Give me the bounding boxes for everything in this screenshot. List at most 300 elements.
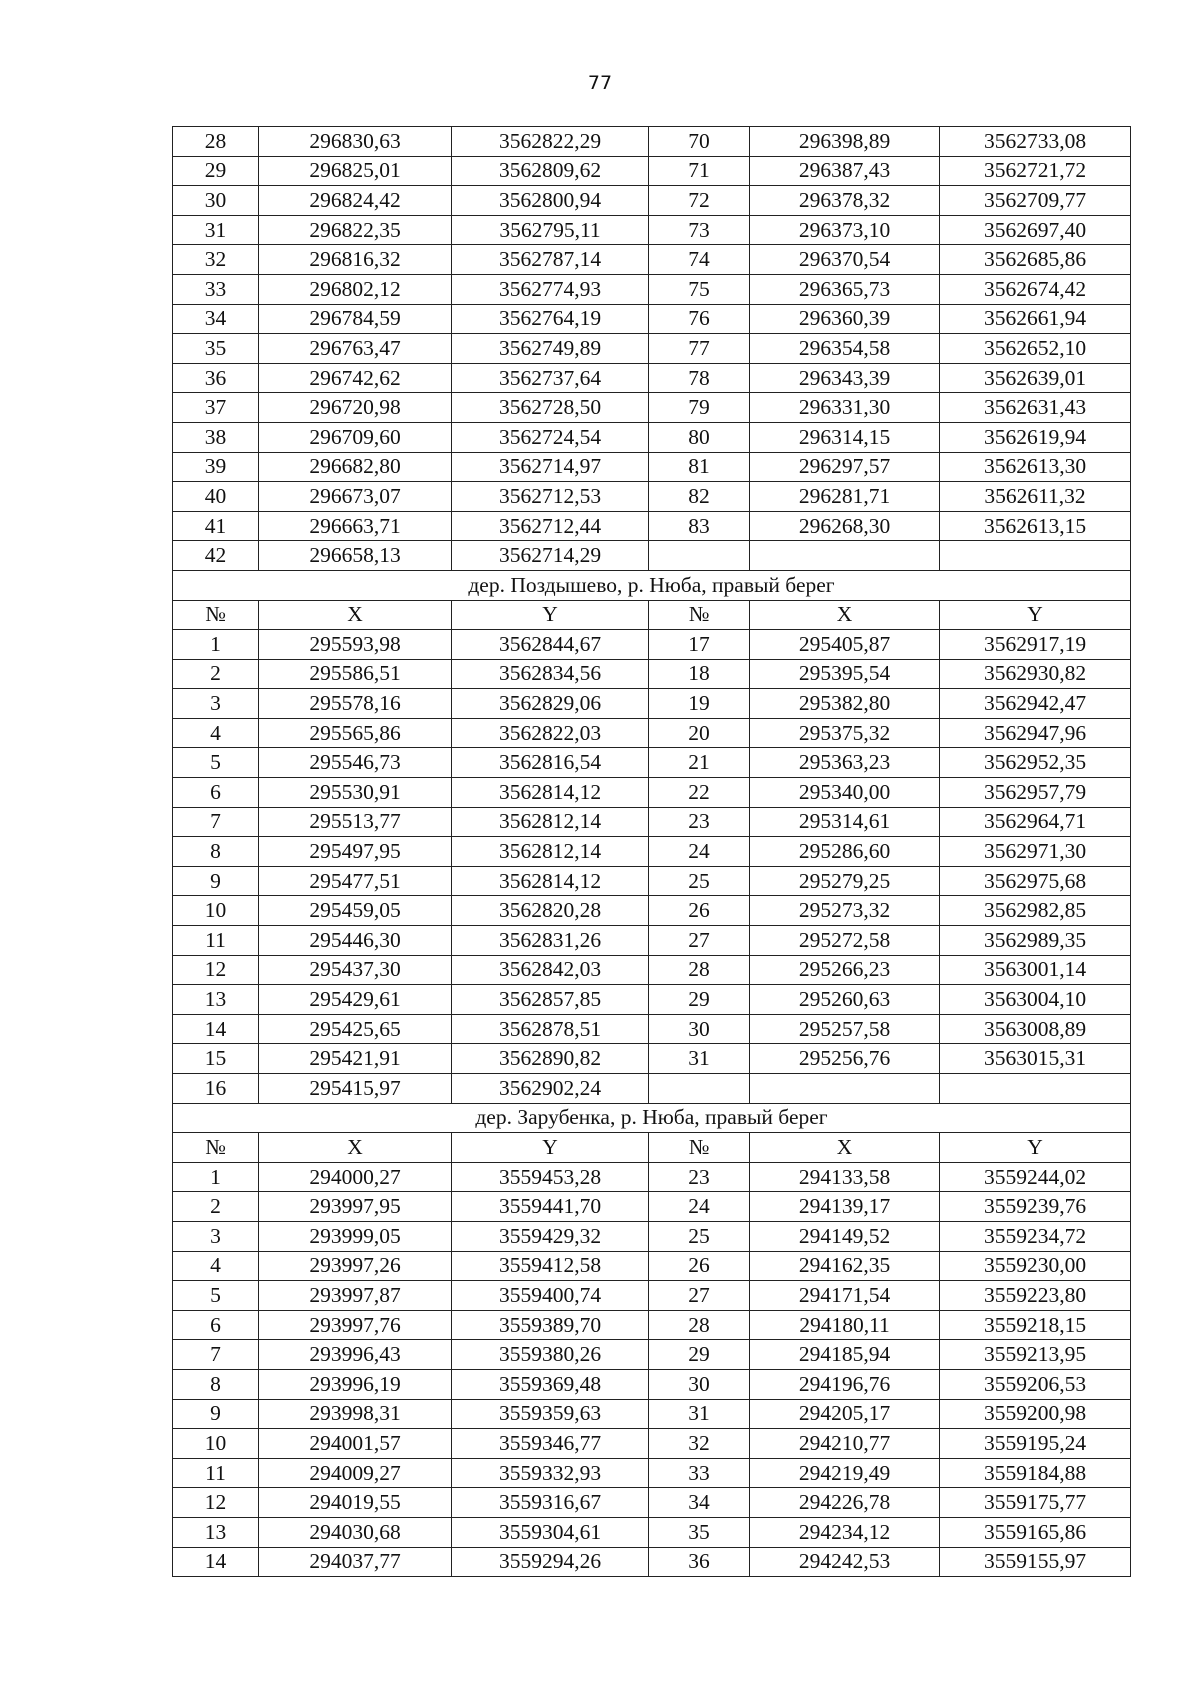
y-coordinate-cell: 3563008,89: [940, 1014, 1131, 1044]
column-header: Y: [452, 600, 649, 630]
point-number-cell: 12: [173, 955, 259, 985]
table-row: [173, 482, 1131, 512]
y-coordinate-cell: 3562764,19: [452, 304, 649, 334]
y-coordinate-cell: 3559359,63: [452, 1399, 649, 1429]
point-number-cell: 78: [649, 363, 750, 393]
x-coordinate-cell: 296360,39: [750, 304, 940, 334]
x-coordinate-cell: 293998,31: [259, 1399, 452, 1429]
point-number-cell: 20: [649, 718, 750, 748]
point-number-cell: 31: [173, 215, 259, 245]
y-coordinate-cell: 3562712,53: [452, 482, 649, 512]
x-coordinate-cell: [750, 541, 940, 571]
y-coordinate-cell: 3559195,24: [940, 1429, 1131, 1459]
column-header: Y: [452, 1133, 649, 1163]
table-row: [173, 245, 1131, 275]
point-number-cell: 71: [649, 156, 750, 186]
y-coordinate-cell: 3562842,03: [452, 955, 649, 985]
x-coordinate-cell: 295429,61: [259, 985, 452, 1015]
x-coordinate-cell: 295395,54: [750, 659, 940, 689]
point-number-cell: 10: [173, 896, 259, 926]
table-row: [173, 215, 1131, 245]
table-row: [173, 274, 1131, 304]
point-number-cell: 1: [173, 1162, 259, 1192]
column-header: X: [259, 600, 452, 630]
y-coordinate-cell: 3562831,26: [452, 926, 649, 956]
y-coordinate-cell: 3562737,64: [452, 363, 649, 393]
x-coordinate-cell: 293997,87: [259, 1281, 452, 1311]
point-number-cell: 23: [649, 1162, 750, 1192]
table-row: [173, 926, 1131, 956]
point-number-cell: 74: [649, 245, 750, 275]
point-number-cell: 8: [173, 1369, 259, 1399]
y-coordinate-cell: 3562613,30: [940, 452, 1131, 482]
section-title-row: [173, 1103, 1131, 1133]
x-coordinate-cell: 293997,95: [259, 1192, 452, 1222]
table-row: [173, 156, 1131, 186]
x-coordinate-cell: 295273,32: [750, 896, 940, 926]
table-row: [173, 1488, 1131, 1518]
y-coordinate-cell: 3562795,11: [452, 215, 649, 245]
point-number-cell: 32: [649, 1429, 750, 1459]
y-coordinate-cell: 3559223,80: [940, 1281, 1131, 1311]
point-number-cell: 73: [649, 215, 750, 245]
point-number-cell: 22: [649, 778, 750, 808]
x-coordinate-cell: 294019,55: [259, 1488, 452, 1518]
table-row: [173, 452, 1131, 482]
y-coordinate-cell: 3562814,12: [452, 866, 649, 896]
x-coordinate-cell: 296354,58: [750, 334, 940, 364]
y-coordinate-cell: 3562822,29: [452, 127, 649, 157]
y-coordinate-cell: 3559165,86: [940, 1517, 1131, 1547]
point-number-cell: [649, 1074, 750, 1104]
y-coordinate-cell: 3562613,15: [940, 511, 1131, 541]
section-title-row: [173, 570, 1131, 600]
point-number-cell: 6: [173, 778, 259, 808]
point-number-cell: 4: [173, 718, 259, 748]
point-number-cell: 33: [649, 1458, 750, 1488]
y-coordinate-cell: 3562774,93: [452, 274, 649, 304]
y-coordinate-cell: 3562947,96: [940, 718, 1131, 748]
y-coordinate-cell: 3562709,77: [940, 186, 1131, 216]
point-number-cell: 28: [649, 1310, 750, 1340]
column-header: Y: [940, 1133, 1131, 1163]
y-coordinate-cell: 3562982,85: [940, 896, 1131, 926]
y-coordinate-cell: 3559200,98: [940, 1399, 1131, 1429]
table-row: [173, 334, 1131, 364]
x-coordinate-cell: 294242,53: [750, 1547, 940, 1577]
x-coordinate-cell: 295446,30: [259, 926, 452, 956]
y-coordinate-cell: 3562890,82: [452, 1044, 649, 1074]
x-coordinate-cell: 295421,91: [259, 1044, 452, 1074]
point-number-cell: 26: [649, 896, 750, 926]
x-coordinate-cell: 294210,77: [750, 1429, 940, 1459]
y-coordinate-cell: 3562834,56: [452, 659, 649, 689]
point-number-cell: 36: [173, 363, 259, 393]
table-row: [173, 541, 1131, 571]
x-coordinate-cell: 296343,39: [750, 363, 940, 393]
table-row: [173, 1369, 1131, 1399]
point-number-cell: 80: [649, 422, 750, 452]
point-number-cell: 79: [649, 393, 750, 423]
y-coordinate-cell: 3559239,76: [940, 1192, 1131, 1222]
x-coordinate-cell: 295405,87: [750, 630, 940, 660]
y-coordinate-cell: 3559206,53: [940, 1369, 1131, 1399]
x-coordinate-cell: 295546,73: [259, 748, 452, 778]
point-number-cell: 16: [173, 1074, 259, 1104]
x-coordinate-cell: 294234,12: [750, 1517, 940, 1547]
table-row: [173, 896, 1131, 926]
point-number-cell: 3: [173, 689, 259, 719]
x-coordinate-cell: 294162,35: [750, 1251, 940, 1281]
y-coordinate-cell: 3562857,85: [452, 985, 649, 1015]
x-coordinate-cell: 296673,07: [259, 482, 452, 512]
x-coordinate-cell: 295257,58: [750, 1014, 940, 1044]
x-coordinate-cell: 296763,47: [259, 334, 452, 364]
point-number-cell: 76: [649, 304, 750, 334]
point-number-cell: 40: [173, 482, 259, 512]
point-number-cell: 1: [173, 630, 259, 660]
point-number-cell: 72: [649, 186, 750, 216]
x-coordinate-cell: 295530,91: [259, 778, 452, 808]
point-number-cell: 70: [649, 127, 750, 157]
point-number-cell: 14: [173, 1014, 259, 1044]
y-coordinate-cell: 3559441,70: [452, 1192, 649, 1222]
x-coordinate-cell: 294205,17: [750, 1399, 940, 1429]
table-row: [173, 1162, 1131, 1192]
y-coordinate-cell: 3562733,08: [940, 127, 1131, 157]
y-coordinate-cell: 3562829,06: [452, 689, 649, 719]
coordinates-table-body: [173, 127, 1131, 1577]
point-number-cell: 33: [173, 274, 259, 304]
x-coordinate-cell: 296373,10: [750, 215, 940, 245]
x-coordinate-cell: 295513,77: [259, 807, 452, 837]
table-row: [173, 837, 1131, 867]
point-number-cell: 35: [173, 334, 259, 364]
x-coordinate-cell: 295363,23: [750, 748, 940, 778]
y-coordinate-cell: 3562822,03: [452, 718, 649, 748]
x-coordinate-cell: 295260,63: [750, 985, 940, 1015]
y-coordinate-cell: 3562809,62: [452, 156, 649, 186]
point-number-cell: 10: [173, 1429, 259, 1459]
column-header-row: [173, 600, 1131, 630]
y-coordinate-cell: 3559346,77: [452, 1429, 649, 1459]
x-coordinate-cell: 294219,49: [750, 1458, 940, 1488]
y-coordinate-cell: 3559380,26: [452, 1340, 649, 1370]
point-number-cell: 29: [173, 156, 259, 186]
table-row: [173, 955, 1131, 985]
x-coordinate-cell: 296387,43: [750, 156, 940, 186]
point-number-cell: 21: [649, 748, 750, 778]
table-row: [173, 1310, 1131, 1340]
x-coordinate-cell: 293997,26: [259, 1251, 452, 1281]
point-number-cell: 14: [173, 1547, 259, 1577]
table-row: [173, 985, 1131, 1015]
point-number-cell: 24: [649, 1192, 750, 1222]
x-coordinate-cell: 294037,77: [259, 1547, 452, 1577]
x-coordinate-cell: 295279,25: [750, 866, 940, 896]
point-number-cell: 29: [649, 1340, 750, 1370]
column-header: №: [649, 600, 750, 630]
y-coordinate-cell: 3562652,10: [940, 334, 1131, 364]
x-coordinate-cell: 296822,35: [259, 215, 452, 245]
y-coordinate-cell: 3559230,00: [940, 1251, 1131, 1281]
point-number-cell: 82: [649, 482, 750, 512]
x-coordinate-cell: [750, 1074, 940, 1104]
point-number-cell: 15: [173, 1044, 259, 1074]
x-coordinate-cell: 295314,61: [750, 807, 940, 837]
table-row: [173, 1251, 1131, 1281]
x-coordinate-cell: 294180,11: [750, 1310, 940, 1340]
x-coordinate-cell: 295415,97: [259, 1074, 452, 1104]
point-number-cell: 77: [649, 334, 750, 364]
y-coordinate-cell: 3562728,50: [452, 393, 649, 423]
x-coordinate-cell: 296825,01: [259, 156, 452, 186]
table-row: [173, 1044, 1131, 1074]
x-coordinate-cell: 295382,80: [750, 689, 940, 719]
point-number-cell: 31: [649, 1399, 750, 1429]
point-number-cell: 27: [649, 926, 750, 956]
point-number-cell: 36: [649, 1547, 750, 1577]
x-coordinate-cell: 296268,30: [750, 511, 940, 541]
table-row: [173, 689, 1131, 719]
x-coordinate-cell: 295272,58: [750, 926, 940, 956]
x-coordinate-cell: 296281,71: [750, 482, 940, 512]
x-coordinate-cell: 295340,00: [750, 778, 940, 808]
point-number-cell: 25: [649, 1221, 750, 1251]
x-coordinate-cell: 296378,32: [750, 186, 940, 216]
y-coordinate-cell: 3562878,51: [452, 1014, 649, 1044]
point-number-cell: 83: [649, 511, 750, 541]
point-number-cell: 11: [173, 1458, 259, 1488]
x-coordinate-cell: 295286,60: [750, 837, 940, 867]
x-coordinate-cell: 296802,12: [259, 274, 452, 304]
column-header: Y: [940, 600, 1131, 630]
x-coordinate-cell: 295425,65: [259, 1014, 452, 1044]
x-coordinate-cell: 295586,51: [259, 659, 452, 689]
x-coordinate-cell: 294226,78: [750, 1488, 940, 1518]
x-coordinate-cell: 296314,15: [750, 422, 940, 452]
point-number-cell: 11: [173, 926, 259, 956]
column-header: №: [173, 600, 259, 630]
x-coordinate-cell: 294009,27: [259, 1458, 452, 1488]
y-coordinate-cell: 3562721,72: [940, 156, 1131, 186]
y-coordinate-cell: 3559234,72: [940, 1221, 1131, 1251]
y-coordinate-cell: 3559369,48: [452, 1369, 649, 1399]
x-coordinate-cell: 296658,13: [259, 541, 452, 571]
x-coordinate-cell: 295256,76: [750, 1044, 940, 1074]
y-coordinate-cell: 3562930,82: [940, 659, 1131, 689]
table-row: [173, 363, 1131, 393]
y-coordinate-cell: 3562814,12: [452, 778, 649, 808]
x-coordinate-cell: 295565,86: [259, 718, 452, 748]
x-coordinate-cell: 295266,23: [750, 955, 940, 985]
table-row: [173, 393, 1131, 423]
point-number-cell: 17: [649, 630, 750, 660]
x-coordinate-cell: 296830,63: [259, 127, 452, 157]
coordinates-table: [172, 126, 1131, 1577]
x-coordinate-cell: 296824,42: [259, 186, 452, 216]
x-coordinate-cell: 293996,43: [259, 1340, 452, 1370]
table-row: [173, 778, 1131, 808]
table-row: [173, 422, 1131, 452]
y-coordinate-cell: 3562942,47: [940, 689, 1131, 719]
x-coordinate-cell: 296720,98: [259, 393, 452, 423]
y-coordinate-cell: 3559429,32: [452, 1221, 649, 1251]
x-coordinate-cell: 296297,57: [750, 452, 940, 482]
y-coordinate-cell: 3562724,54: [452, 422, 649, 452]
x-coordinate-cell: 296682,80: [259, 452, 452, 482]
x-coordinate-cell: 296742,62: [259, 363, 452, 393]
y-coordinate-cell: [940, 541, 1131, 571]
y-coordinate-cell: 3562820,28: [452, 896, 649, 926]
y-coordinate-cell: 3559453,28: [452, 1162, 649, 1192]
y-coordinate-cell: 3559332,93: [452, 1458, 649, 1488]
y-coordinate-cell: 3562639,01: [940, 363, 1131, 393]
point-number-cell: 28: [173, 127, 259, 157]
y-coordinate-cell: 3562674,42: [940, 274, 1131, 304]
column-header-row: [173, 1133, 1131, 1163]
y-coordinate-cell: 3562619,94: [940, 422, 1131, 452]
point-number-cell: 9: [173, 1399, 259, 1429]
page-number: 77: [587, 72, 613, 94]
y-coordinate-cell: 3562812,14: [452, 837, 649, 867]
y-coordinate-cell: 3562989,35: [940, 926, 1131, 956]
column-header: X: [750, 600, 940, 630]
point-number-cell: 13: [173, 985, 259, 1015]
y-coordinate-cell: 3559184,88: [940, 1458, 1131, 1488]
point-number-cell: 30: [649, 1014, 750, 1044]
x-coordinate-cell: 295437,30: [259, 955, 452, 985]
x-coordinate-cell: 295459,05: [259, 896, 452, 926]
point-number-cell: 5: [173, 748, 259, 778]
table-row: [173, 1074, 1131, 1104]
y-coordinate-cell: 3559218,15: [940, 1310, 1131, 1340]
y-coordinate-cell: 3562712,44: [452, 511, 649, 541]
point-number-cell: 81: [649, 452, 750, 482]
point-number-cell: 13: [173, 1517, 259, 1547]
table-row: [173, 866, 1131, 896]
y-coordinate-cell: 3559400,74: [452, 1281, 649, 1311]
point-number-cell: 35: [649, 1517, 750, 1547]
point-number-cell: 2: [173, 1192, 259, 1222]
y-coordinate-cell: 3562812,14: [452, 807, 649, 837]
table-row: [173, 1429, 1131, 1459]
x-coordinate-cell: 294030,68: [259, 1517, 452, 1547]
x-coordinate-cell: 293997,76: [259, 1310, 452, 1340]
point-number-cell: 19: [649, 689, 750, 719]
y-coordinate-cell: 3562800,94: [452, 186, 649, 216]
table-row: [173, 1221, 1131, 1251]
y-coordinate-cell: 3563001,14: [940, 955, 1131, 985]
x-coordinate-cell: 294171,54: [750, 1281, 940, 1311]
y-coordinate-cell: 3563004,10: [940, 985, 1131, 1015]
point-number-cell: 27: [649, 1281, 750, 1311]
table-row: [173, 511, 1131, 541]
x-coordinate-cell: 295593,98: [259, 630, 452, 660]
y-coordinate-cell: 3559316,67: [452, 1488, 649, 1518]
y-coordinate-cell: 3562714,29: [452, 541, 649, 571]
x-coordinate-cell: 294196,76: [750, 1369, 940, 1399]
point-number-cell: 12: [173, 1488, 259, 1518]
section-title: дер. Зарубенка, р. Нюба, правый берег: [173, 1103, 1131, 1133]
x-coordinate-cell: 294001,57: [259, 1429, 452, 1459]
table-row: [173, 127, 1131, 157]
point-number-cell: 30: [649, 1369, 750, 1399]
y-coordinate-cell: 3559175,77: [940, 1488, 1131, 1518]
x-coordinate-cell: 294000,27: [259, 1162, 452, 1192]
y-coordinate-cell: 3562816,54: [452, 748, 649, 778]
x-coordinate-cell: 296365,73: [750, 274, 940, 304]
table-row: [173, 1340, 1131, 1370]
column-header: №: [649, 1133, 750, 1163]
y-coordinate-cell: 3562844,67: [452, 630, 649, 660]
y-coordinate-cell: 3562611,32: [940, 482, 1131, 512]
y-coordinate-cell: 3559412,58: [452, 1251, 649, 1281]
x-coordinate-cell: 295578,16: [259, 689, 452, 719]
point-number-cell: 7: [173, 807, 259, 837]
point-number-cell: 4: [173, 1251, 259, 1281]
table-row: [173, 1547, 1131, 1577]
x-coordinate-cell: 296709,60: [259, 422, 452, 452]
y-coordinate-cell: [940, 1074, 1131, 1104]
x-coordinate-cell: 296784,59: [259, 304, 452, 334]
column-header: №: [173, 1133, 259, 1163]
point-number-cell: 38: [173, 422, 259, 452]
table-row: [173, 1014, 1131, 1044]
table-row: [173, 1281, 1131, 1311]
point-number-cell: 25: [649, 866, 750, 896]
table-row: [173, 807, 1131, 837]
table-row: [173, 1458, 1131, 1488]
point-number-cell: 32: [173, 245, 259, 275]
x-coordinate-cell: 294185,94: [750, 1340, 940, 1370]
y-coordinate-cell: 3562964,71: [940, 807, 1131, 837]
x-coordinate-cell: 295497,95: [259, 837, 452, 867]
y-coordinate-cell: 3562685,86: [940, 245, 1131, 275]
point-number-cell: 75: [649, 274, 750, 304]
point-number-cell: 23: [649, 807, 750, 837]
y-coordinate-cell: 3562661,94: [940, 304, 1131, 334]
point-number-cell: 7: [173, 1340, 259, 1370]
table-row: [173, 186, 1131, 216]
point-number-cell: 2: [173, 659, 259, 689]
x-coordinate-cell: 296663,71: [259, 511, 452, 541]
x-coordinate-cell: 295375,32: [750, 718, 940, 748]
y-coordinate-cell: 3559304,61: [452, 1517, 649, 1547]
point-number-cell: 29: [649, 985, 750, 1015]
table-row: [173, 1399, 1131, 1429]
table-row: [173, 1517, 1131, 1547]
x-coordinate-cell: 293999,05: [259, 1221, 452, 1251]
point-number-cell: 41: [173, 511, 259, 541]
point-number-cell: 26: [649, 1251, 750, 1281]
y-coordinate-cell: 3559294,26: [452, 1547, 649, 1577]
y-coordinate-cell: 3563015,31: [940, 1044, 1131, 1074]
point-number-cell: 42: [173, 541, 259, 571]
y-coordinate-cell: 3562917,19: [940, 630, 1131, 660]
y-coordinate-cell: 3562787,14: [452, 245, 649, 275]
point-number-cell: 18: [649, 659, 750, 689]
y-coordinate-cell: 3562714,97: [452, 452, 649, 482]
point-number-cell: 34: [649, 1488, 750, 1518]
x-coordinate-cell: 296370,54: [750, 245, 940, 275]
table-row: [173, 304, 1131, 334]
x-coordinate-cell: 293996,19: [259, 1369, 452, 1399]
table-row: [173, 630, 1131, 660]
point-number-cell: 6: [173, 1310, 259, 1340]
y-coordinate-cell: 3562631,43: [940, 393, 1131, 423]
y-coordinate-cell: 3559213,95: [940, 1340, 1131, 1370]
